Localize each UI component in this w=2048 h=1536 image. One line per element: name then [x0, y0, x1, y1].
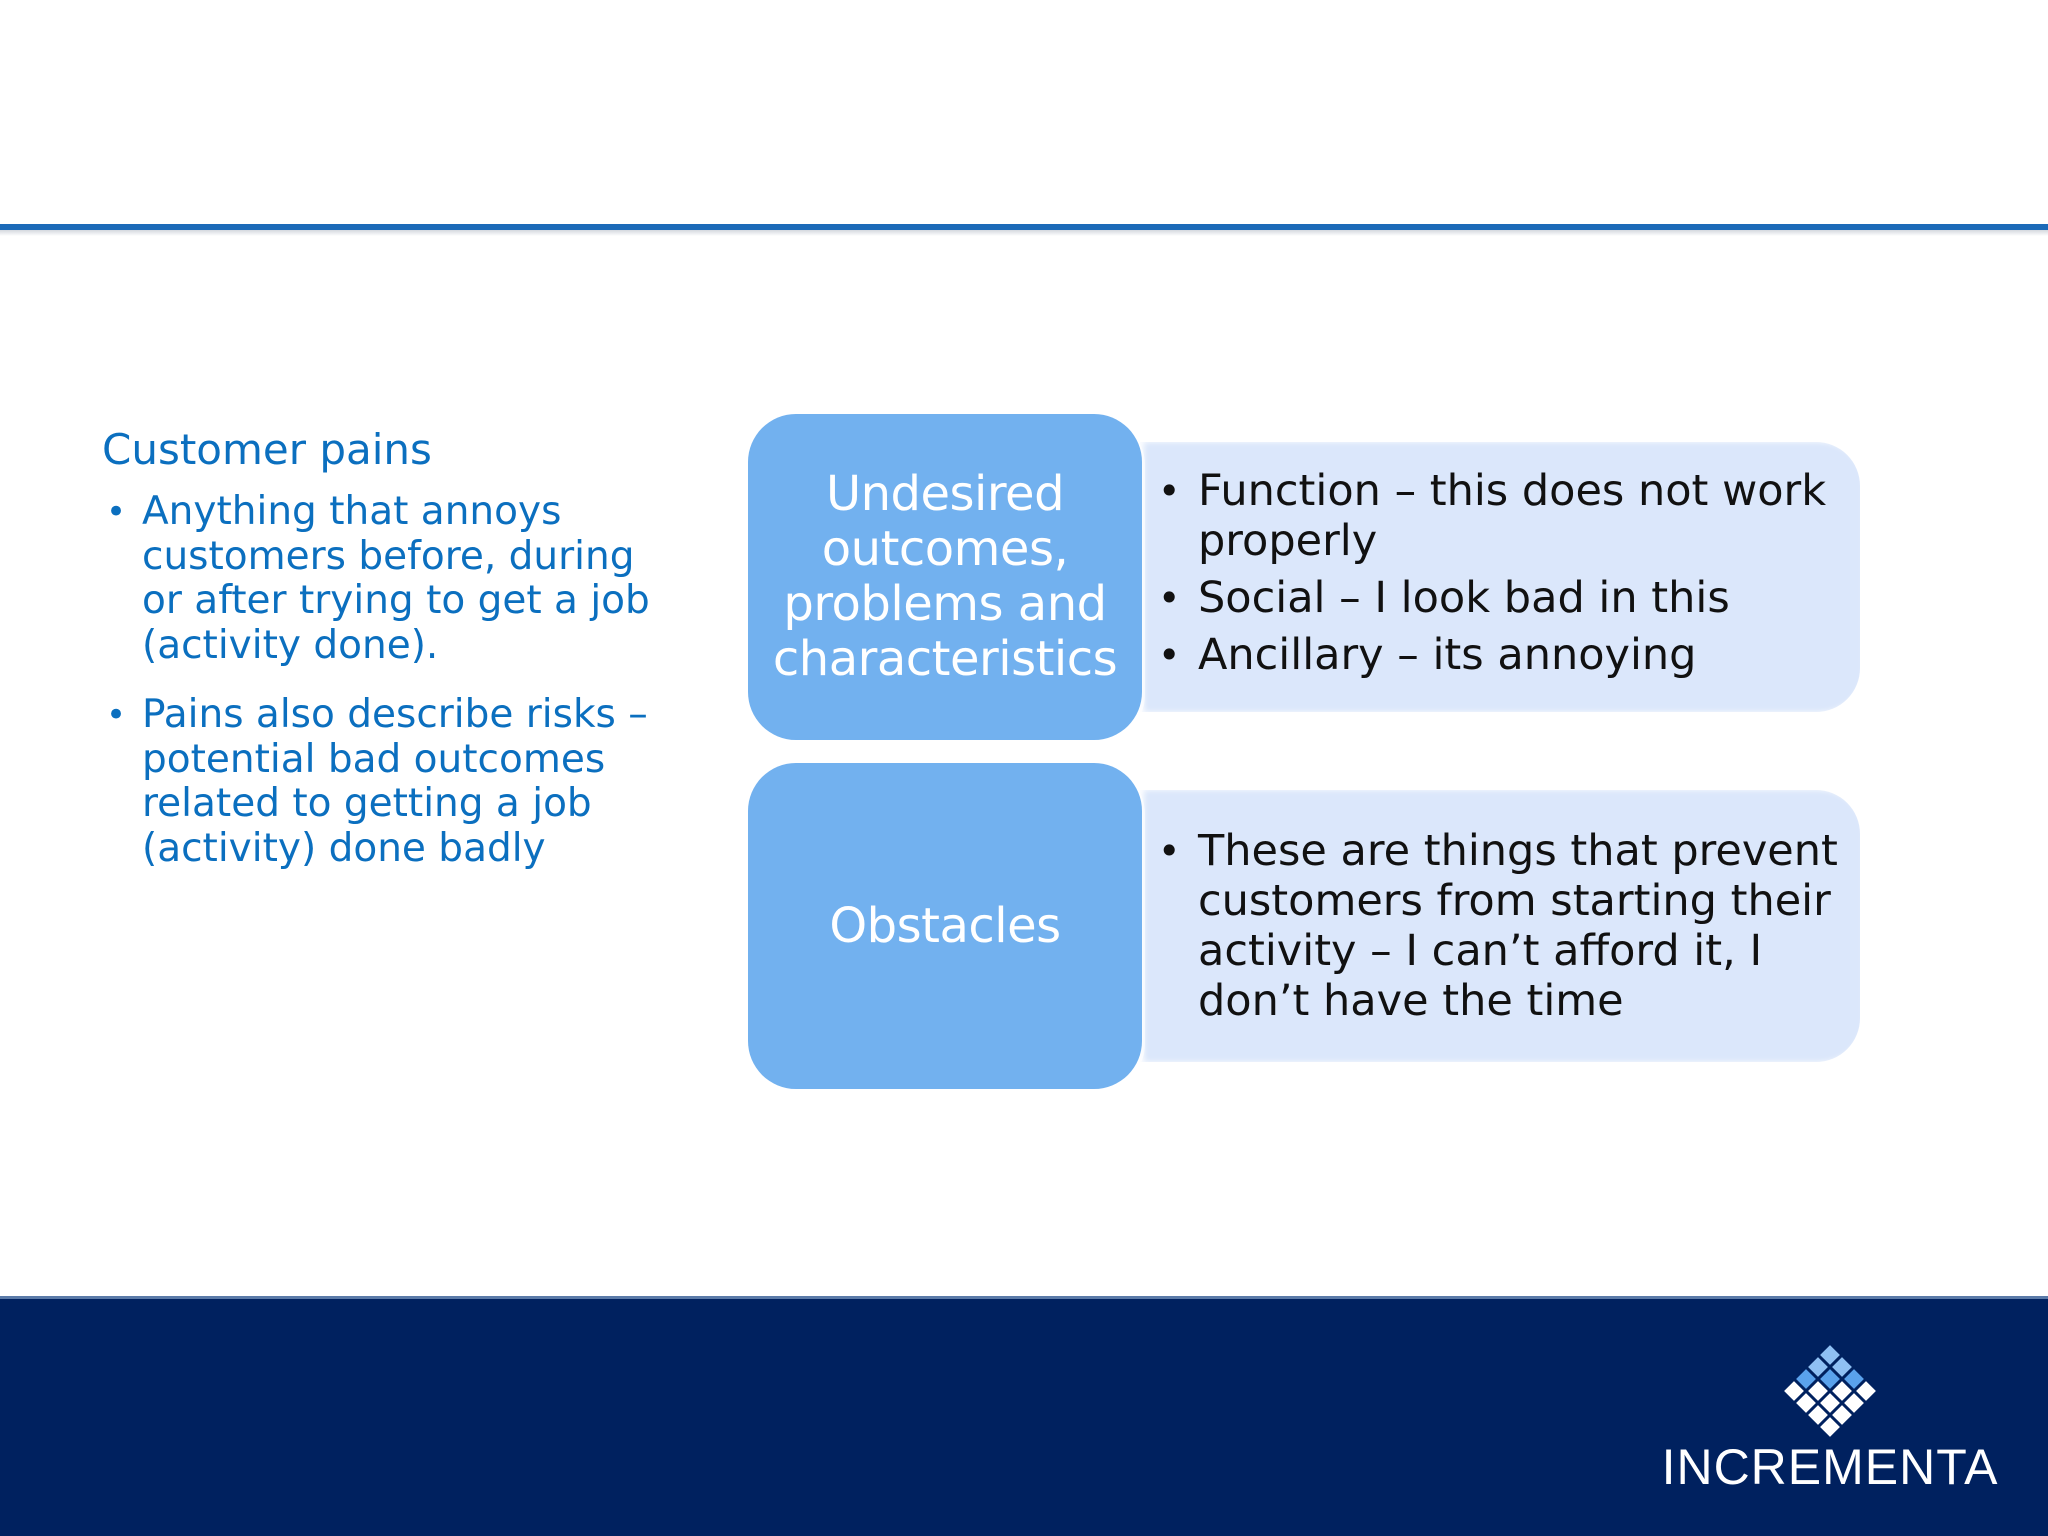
- header-divider-shadow: [0, 230, 2048, 236]
- block-title-line: outcomes,: [821, 521, 1069, 577]
- bullet-icon: •: [106, 492, 127, 532]
- logo-diamond: [1796, 1369, 1816, 1389]
- undesired-outcomes-detail-box: [1140, 442, 1860, 712]
- pains-list: [102, 490, 662, 871]
- bullet-icon: •: [1158, 829, 1181, 873]
- logo-diamond: [1844, 1369, 1864, 1389]
- bullet-icon: •: [1158, 633, 1181, 677]
- logo-diamond: [1832, 1357, 1852, 1377]
- list-item: [1140, 826, 1860, 1026]
- list-item-text: Function – this does not work properly: [1198, 466, 1827, 566]
- list-item-text: These are things that prevent customers from starting their activity – I can’t afford it, I don’t have the time: [1198, 826, 1838, 1026]
- logo-diamond: [1820, 1345, 1840, 1365]
- detail-list: [1140, 790, 1860, 1026]
- diamond-grid-logo-icon: [1782, 1344, 1878, 1440]
- list-item-text: Anything that annoys customers before, during or after trying to get a job (activity done).: [142, 489, 650, 668]
- bullet-icon: •: [106, 695, 127, 735]
- detail-list: [1140, 442, 1860, 680]
- list-item: [1140, 573, 1860, 623]
- list-item: [1140, 466, 1860, 566]
- list-item: [102, 693, 662, 871]
- undesired-outcomes-box: [748, 414, 1142, 740]
- logo-diamond: [1796, 1393, 1816, 1413]
- list-item-text: Social – I look bad in this: [1198, 573, 1730, 623]
- bullet-icon: •: [1158, 469, 1181, 513]
- customer-pains-section: [102, 420, 662, 896]
- logo-wordmark: INCREMENTA: [1661, 1439, 1999, 1495]
- obstacles-box: [748, 763, 1142, 1089]
- logo-diamond: [1808, 1405, 1828, 1425]
- block-title-line: Obstacles: [829, 897, 1061, 954]
- block-title: [773, 467, 1117, 687]
- bullet-icon: •: [1158, 576, 1181, 620]
- list-item: [1140, 630, 1860, 680]
- logo-diamond: [1784, 1381, 1804, 1401]
- list-item-text: Pains also describe risks – potential bad outcomes related to getting a job (activity) done badly: [142, 692, 648, 871]
- list-item: [102, 490, 662, 668]
- section-heading: Customer pains: [102, 425, 432, 474]
- list-item-text: Ancillary – its annoying: [1198, 630, 1697, 680]
- block-title: [829, 899, 1060, 954]
- footer-bar: [0, 1296, 2048, 1536]
- obstacles-detail-box: [1140, 790, 1860, 1062]
- logo-diamond: [1820, 1393, 1840, 1413]
- logo-diamond: [1820, 1369, 1840, 1389]
- logo-diamond: [1832, 1381, 1852, 1401]
- logo-diamond: [1856, 1381, 1876, 1401]
- logo-diamond: [1808, 1357, 1828, 1377]
- logo-diamond: [1832, 1405, 1852, 1425]
- logo-diamond: [1844, 1393, 1864, 1413]
- block-title-line: Undesired: [825, 466, 1065, 522]
- logo-diamond: [1808, 1381, 1828, 1401]
- block-title-line: problems and: [783, 576, 1107, 632]
- block-title-line: characteristics: [772, 631, 1118, 687]
- logo-diamond: [1820, 1417, 1840, 1437]
